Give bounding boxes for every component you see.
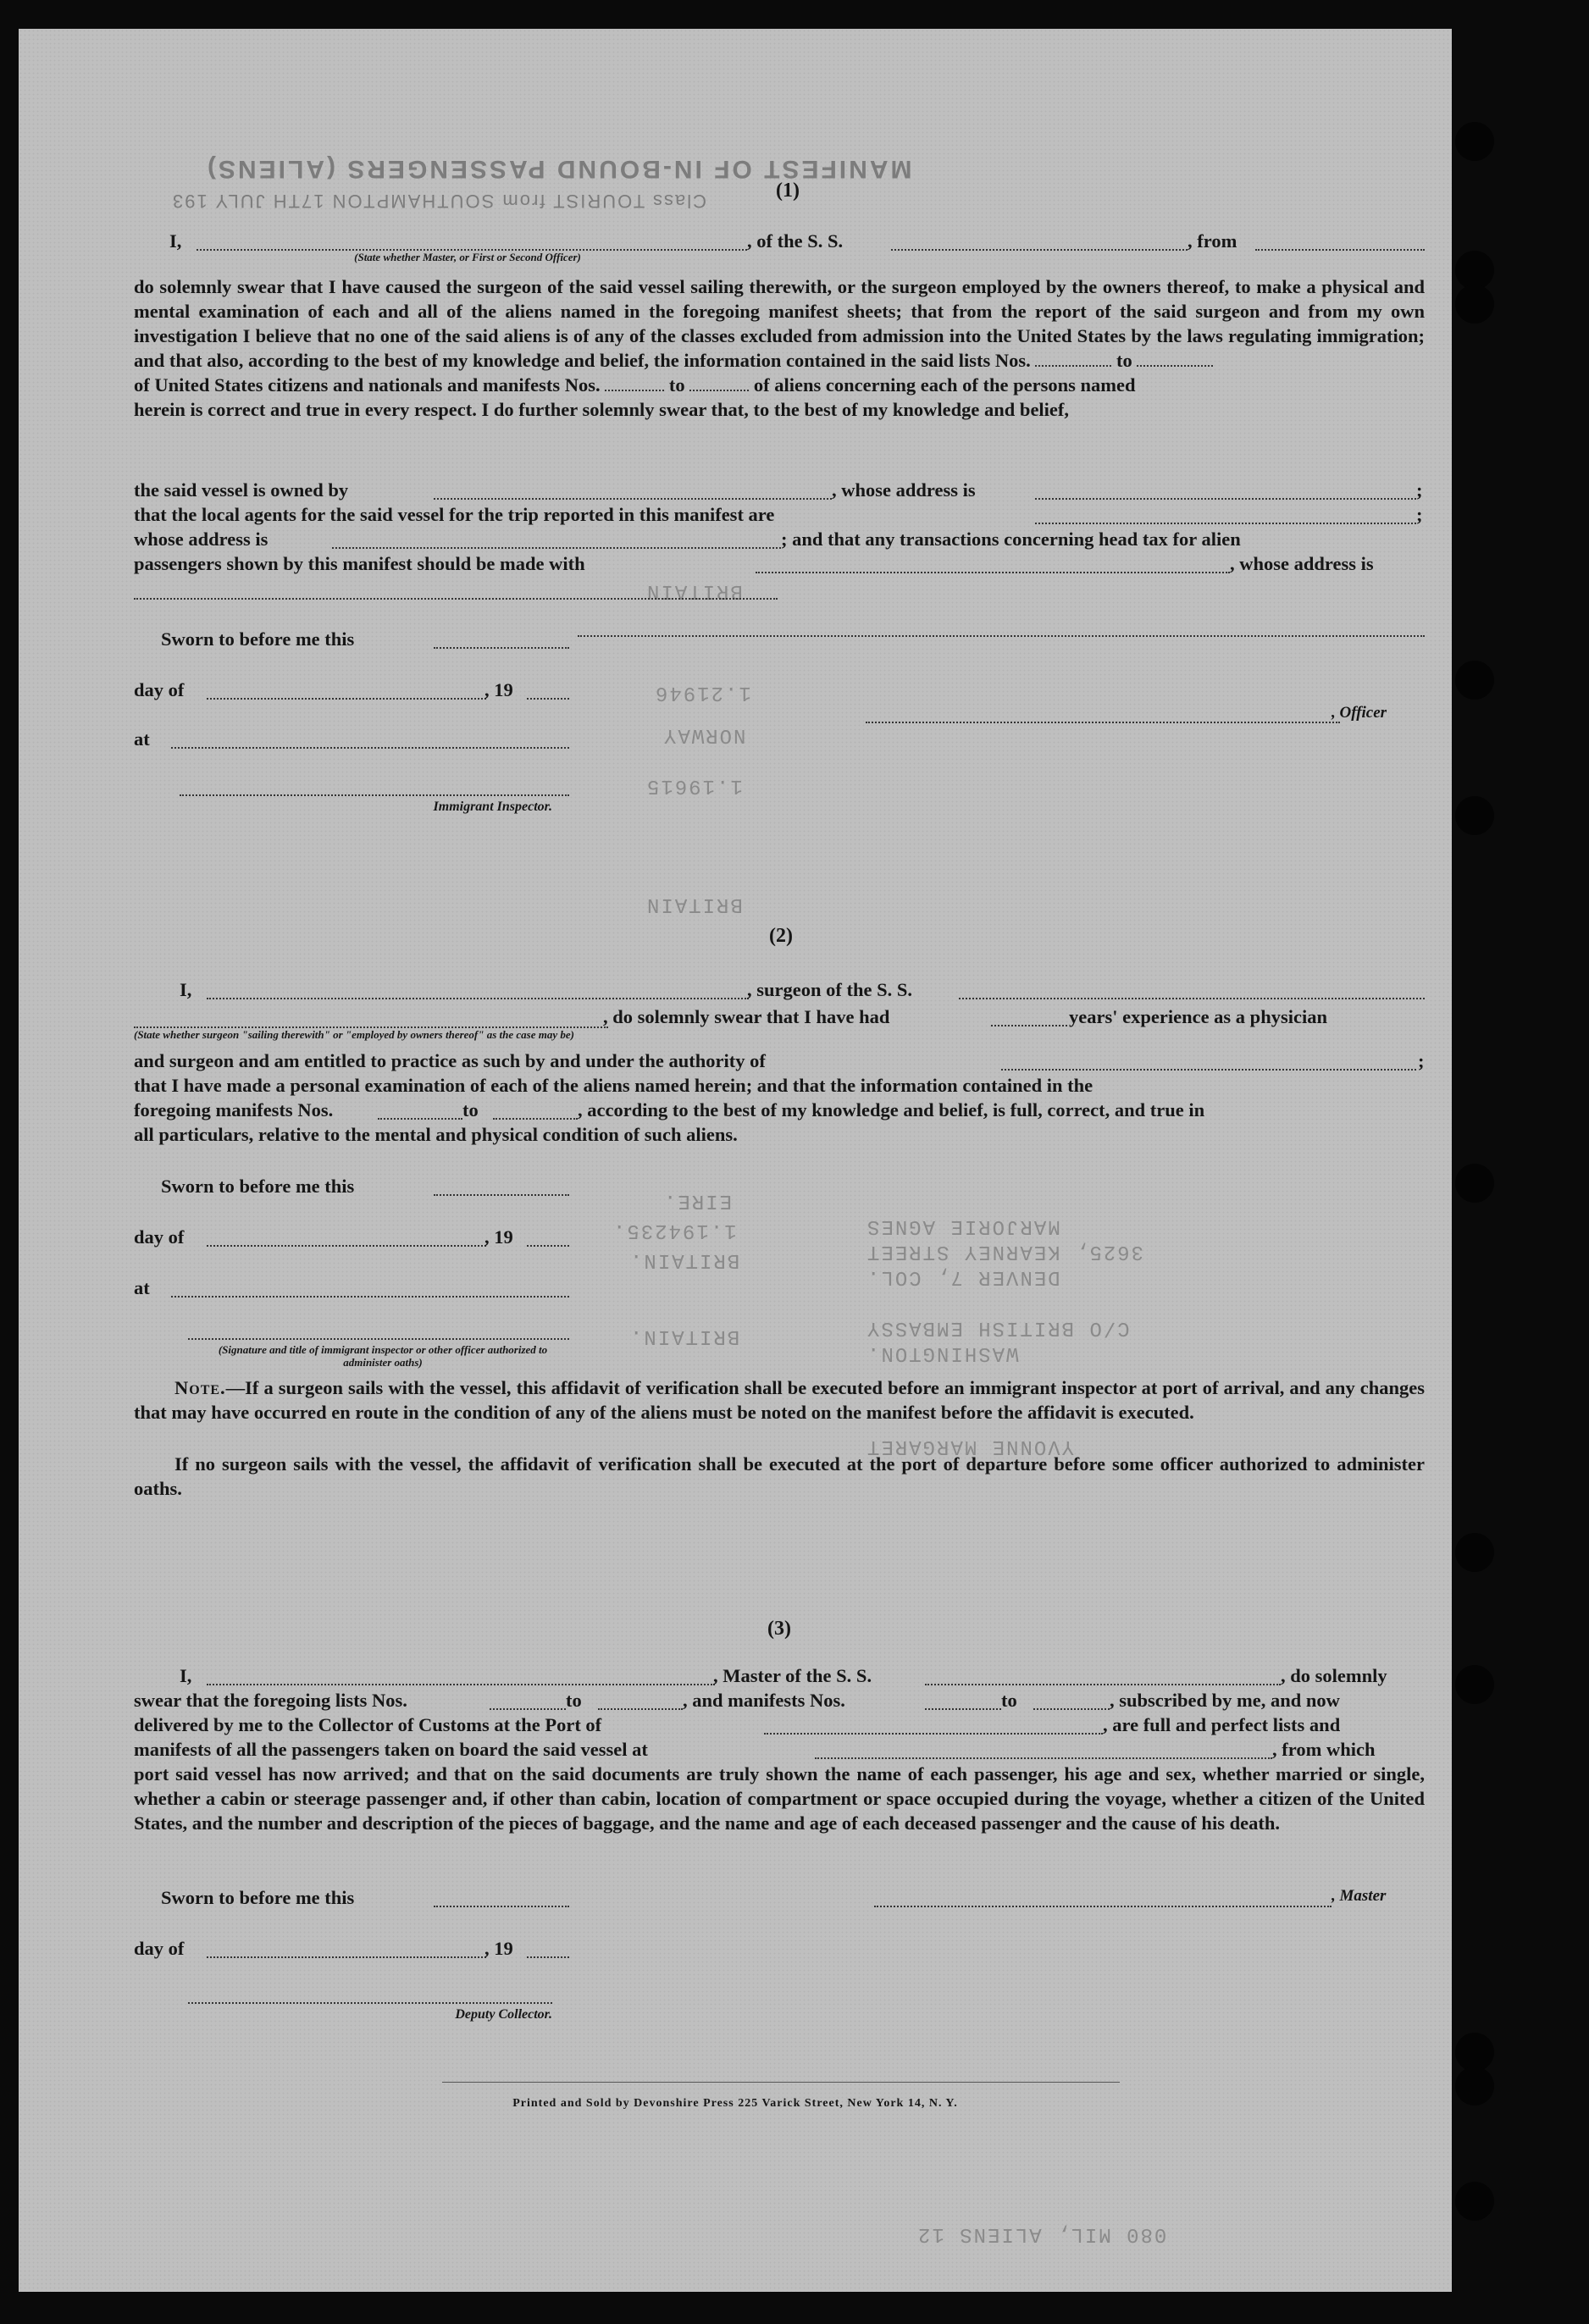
section-3-number: (3) bbox=[767, 1618, 791, 1640]
s1-lists-from[interactable] bbox=[1035, 365, 1111, 367]
manifest-page bbox=[19, 29, 1452, 2292]
s1-year: , 19 bbox=[484, 679, 513, 700]
s2-day-of: day of bbox=[134, 1226, 185, 1248]
s3-master-of: , Master of the S. S. bbox=[713, 1665, 872, 1686]
s2-semicolon: ; bbox=[1418, 1050, 1425, 1071]
s1-at-line[interactable] bbox=[171, 747, 569, 749]
show-through-line: C/O BRITISH EMBASSY bbox=[866, 1316, 1130, 1339]
s1-contact-address-line[interactable] bbox=[134, 598, 778, 600]
binder-hole bbox=[1455, 1164, 1494, 1203]
s2-line6: all particulars, relative to the mental and physical condition of such aliens. bbox=[134, 1124, 738, 1145]
s3-delivered: delivered by me to the Collector of Customs at the Port of bbox=[134, 1714, 602, 1735]
s2-note-text: —If a surgeon sails with the vessel, this affidavit of verification shall be executed before an immigrant inspector at port of arrival, and any changes that may have occurred en route in the condition of any of the aliens must be noted on the manifest before the affidavit is executed. bbox=[134, 1377, 1425, 1423]
s2-at-line[interactable] bbox=[171, 1296, 569, 1298]
binder-hole bbox=[1455, 1533, 1494, 1572]
show-through-line: YVONNE MARGARET bbox=[866, 1435, 1075, 1458]
binder-hole bbox=[1455, 1665, 1494, 1704]
show-through-line: WASHINGTON. bbox=[866, 1342, 1019, 1364]
s1-head-tax: ; and that any transactions concerning head tax for alien bbox=[781, 528, 1241, 550]
s2-caption: (State whether surgeon "sailing therewith" or "employed by owners thereof" as the case may be) bbox=[134, 1028, 574, 1041]
s3-full-lists: , are full and perfect lists and bbox=[1103, 1714, 1341, 1735]
s2-signature-caption: (Signature and title of immigrant inspector or other officer authorized to administer oaths) bbox=[218, 1343, 548, 1369]
s3-master-label: , Master bbox=[1332, 1887, 1387, 1905]
s3-body: port said vessel has now arrived; and that on the said documents are truly shown the name of each passenger, his age and sex, whether married or single, whether a cabin or steerage passenger and, if other than cabin, location of compartment or space occupied during the voyage, whether a citizen of the United States, and the number and description of the pieces of baggage, and the name and age of each deceased passenger and the cause of his death. bbox=[134, 1763, 1425, 1834]
section-1-number: (1) bbox=[776, 180, 800, 202]
show-through-footer: 080 MIL, ALIENS 12 bbox=[916, 2222, 1167, 2245]
show-through-line: 3625, KEARNEY STREET bbox=[866, 1240, 1144, 1263]
binder-hole bbox=[1455, 796, 1494, 835]
s2-manifest-from-line[interactable] bbox=[378, 1118, 462, 1120]
show-through-line: EIRE. bbox=[662, 1189, 733, 1212]
s1-lists-to[interactable] bbox=[1137, 365, 1213, 367]
binder-hole bbox=[1455, 122, 1494, 161]
s3-vessel-line[interactable] bbox=[925, 1684, 1281, 1685]
s3-port-line[interactable] bbox=[764, 1733, 1103, 1735]
s1-year-line[interactable] bbox=[527, 698, 569, 700]
show-through-line: MARJORIE AGNES bbox=[866, 1215, 1060, 1237]
s1-herein: herein is correct and true in every respect. I do further solemnly swear that, to the best of my knowledge and belief, bbox=[134, 399, 1070, 420]
s3-to-2: to bbox=[1001, 1690, 1017, 1711]
s1-owner-line[interactable] bbox=[434, 498, 832, 500]
s3-year: , 19 bbox=[484, 1938, 513, 1959]
s3-solemnly: , do solemnly bbox=[1281, 1665, 1387, 1686]
s2-years: years' experience as a physician bbox=[1069, 1006, 1327, 1027]
mirrored-header bbox=[137, 54, 1425, 212]
s1-to2: to bbox=[668, 374, 685, 396]
s2-name-line[interactable] bbox=[207, 998, 749, 999]
s1-semicolon: ; bbox=[1416, 479, 1423, 501]
s1-officer-signature-line-top[interactable] bbox=[578, 635, 1425, 637]
s2-at: at bbox=[134, 1277, 150, 1298]
s2-sworn: Sworn to before me this bbox=[161, 1176, 355, 1197]
s1-to1: to bbox=[1116, 350, 1132, 371]
s1-body bbox=[134, 274, 1425, 422]
s1-inspector-signature-line[interactable] bbox=[180, 794, 569, 796]
s1-inspector-caption: Immigrant Inspector. bbox=[433, 800, 552, 814]
s1-head-tax-contact-line[interactable] bbox=[756, 572, 1230, 573]
binder-hole bbox=[1455, 285, 1494, 324]
show-through-line: 1.21946 bbox=[654, 681, 751, 704]
s1-body-text: do solemnly swear that I have caused the surgeon of the said vessel sailing therewith, or the surgeon employed by the owners thereof, to make a physical and mental examination of each and all of the aliens named in the foregoing manifest sheets; that from the report of the said surgeon and from my own investigation I believe that no one of the said aliens is of any of the classes excluded from admission into the United States by the laws regulating immigration; and that also, according to the best of my knowledge and belief, the information contained in the said lists Nos. bbox=[134, 276, 1425, 371]
s3-lists-to-line[interactable] bbox=[598, 1708, 683, 1710]
s3-name-line[interactable] bbox=[207, 1684, 715, 1685]
s1-whose-address-3: , whose address is bbox=[1230, 553, 1374, 574]
s1-of-aliens: of aliens concerning each of the persons named bbox=[753, 374, 1136, 396]
s2-note-2: If no surgeon sails with the vessel, the affidavit of verification shall be executed at the port of departure before some officer authorized to administer oaths. bbox=[134, 1453, 1425, 1499]
s1-whose-address-2: whose address is bbox=[134, 528, 269, 550]
printer-footer: Printed and Sold by Devonshire Press 225 Varick Street, New York 14, N. Y. bbox=[512, 2097, 958, 2110]
mirrored-manifest-title: MANIFEST OF IN-BOUND PASSENGERS (ALIENS) bbox=[205, 155, 912, 183]
s1-officer-label: , Officer bbox=[1332, 704, 1387, 722]
show-through-line: DENVER 7, COL. bbox=[866, 1265, 1060, 1288]
s1-whose-address: , whose address is bbox=[832, 479, 976, 501]
s2-vessel-line[interactable] bbox=[959, 998, 1425, 999]
s3-day-of: day of bbox=[134, 1938, 185, 1959]
s2-line3: and surgeon and am entitled to practice as such by and under the authority of bbox=[134, 1050, 766, 1071]
s1-of-us: of United States citizens and nationals and manifests Nos. bbox=[134, 374, 601, 396]
s1-day-line[interactable] bbox=[207, 698, 486, 700]
s3-sworn: Sworn to before me this bbox=[161, 1887, 355, 1908]
show-through-line: BRITAIN bbox=[645, 893, 743, 916]
s3-to-1: to bbox=[566, 1690, 582, 1711]
s1-from-line[interactable] bbox=[1255, 249, 1425, 251]
s3-sworn-line[interactable] bbox=[434, 1906, 569, 1907]
s1-day-of: day of bbox=[134, 679, 185, 700]
mirrored-class-line: Class TOURIST from SOUTHAMPTON 17TH JULY 193 bbox=[171, 191, 707, 212]
s1-owner-address-line[interactable] bbox=[1035, 498, 1416, 500]
s2-year: , 19 bbox=[484, 1226, 513, 1248]
s2-note-label: Note. bbox=[174, 1377, 226, 1398]
s1-vessel-line[interactable] bbox=[891, 249, 1188, 251]
s1-manifests-from[interactable] bbox=[605, 390, 664, 391]
s2-signature-line[interactable] bbox=[188, 1338, 569, 1340]
s1-sworn: Sworn to before me this bbox=[161, 628, 355, 650]
s2-sworn-line[interactable] bbox=[434, 1194, 569, 1196]
s3-manifests-all: manifests of all the passengers taken on board the said vessel at bbox=[134, 1739, 648, 1760]
s1-passengers-shown: passengers shown by this manifest should be made with bbox=[134, 553, 585, 574]
s3-deputy-caption: Deputy Collector. bbox=[455, 2007, 552, 2022]
s1-master-caption: (State whether Master, or First or Second Officer) bbox=[354, 251, 581, 263]
s1-manifests-to[interactable] bbox=[689, 390, 749, 391]
s1-from: , from bbox=[1188, 230, 1237, 252]
show-through-line: BRITAIN. bbox=[628, 1325, 740, 1347]
s1-at: at bbox=[134, 728, 150, 750]
s3-manifests: , and manifests Nos. bbox=[683, 1690, 845, 1711]
s2-line5c: , according to the best of my knowledge and belief, is full, correct, and true in bbox=[578, 1099, 1205, 1120]
s2-years-line[interactable] bbox=[991, 1025, 1067, 1026]
s1-agents-address-line[interactable] bbox=[332, 547, 781, 549]
s1-of-ss: , of the S. S. bbox=[747, 230, 844, 252]
show-through-line: 1.194235. bbox=[612, 1219, 737, 1242]
s2-authority-line[interactable] bbox=[1001, 1069, 1416, 1071]
s3-deputy-signature-line[interactable] bbox=[188, 2002, 552, 2004]
s2-manifest-to-line[interactable] bbox=[493, 1118, 578, 1120]
s2-line5b: to bbox=[462, 1099, 479, 1120]
s1-officer-signature-line[interactable] bbox=[866, 722, 1340, 723]
s2-line5a: foregoing manifests Nos. bbox=[134, 1099, 334, 1120]
s2-swear: , do solemnly swear that I have had bbox=[603, 1006, 890, 1027]
s1-sworn-line[interactable] bbox=[434, 647, 569, 649]
s3-master-signature-line[interactable] bbox=[874, 1906, 1332, 1907]
footer-rule bbox=[442, 2082, 1120, 2083]
s3-swear-lists: swear that the foregoing lists Nos. bbox=[134, 1690, 407, 1711]
s2-i: I, bbox=[180, 979, 192, 1000]
binder-hole bbox=[1455, 2067, 1494, 2105]
s2-line4: that I have made a personal examination of each of the aliens named herein; and that the information contained in the bbox=[134, 1075, 1093, 1096]
show-through-line: NORWAY bbox=[662, 723, 746, 746]
show-through-line: BRITAIN bbox=[645, 579, 743, 602]
show-through-line: BRITAIN. bbox=[628, 1248, 740, 1271]
s3-manifests-from-line[interactable] bbox=[925, 1708, 1001, 1710]
s3-day-line[interactable] bbox=[207, 1956, 486, 1958]
s2-day-line[interactable] bbox=[207, 1245, 486, 1247]
binder-hole bbox=[1455, 2182, 1494, 2221]
s3-year-line[interactable] bbox=[527, 1956, 569, 1958]
s3-taken-at-line[interactable] bbox=[815, 1757, 1272, 1759]
s3-subscribed: , subscribed by me, and now bbox=[1110, 1690, 1340, 1711]
s2-note bbox=[134, 1375, 1425, 1425]
s1-semicolon-2: ; bbox=[1416, 504, 1423, 525]
s3-from-which: , from which bbox=[1272, 1739, 1376, 1760]
s2-surgeon-of: , surgeon of the S. S. bbox=[747, 979, 913, 1000]
s3-lists-from-line[interactable] bbox=[490, 1708, 566, 1710]
s2-year-line[interactable] bbox=[527, 1245, 569, 1247]
s1-owned-by: the said vessel is owned by bbox=[134, 479, 349, 501]
s3-manifests-to-line[interactable] bbox=[1033, 1708, 1110, 1710]
show-through-line: 1.19615 bbox=[645, 774, 743, 797]
s3-i: I, bbox=[180, 1665, 192, 1686]
s1-i: I, bbox=[169, 230, 182, 252]
s1-agents-line[interactable] bbox=[1035, 523, 1416, 524]
section-2-number: (2) bbox=[769, 925, 793, 947]
s1-local-agents: that the local agents for the said vessel for the trip reported in this manifest are bbox=[134, 504, 775, 525]
binder-hole bbox=[1455, 661, 1494, 700]
